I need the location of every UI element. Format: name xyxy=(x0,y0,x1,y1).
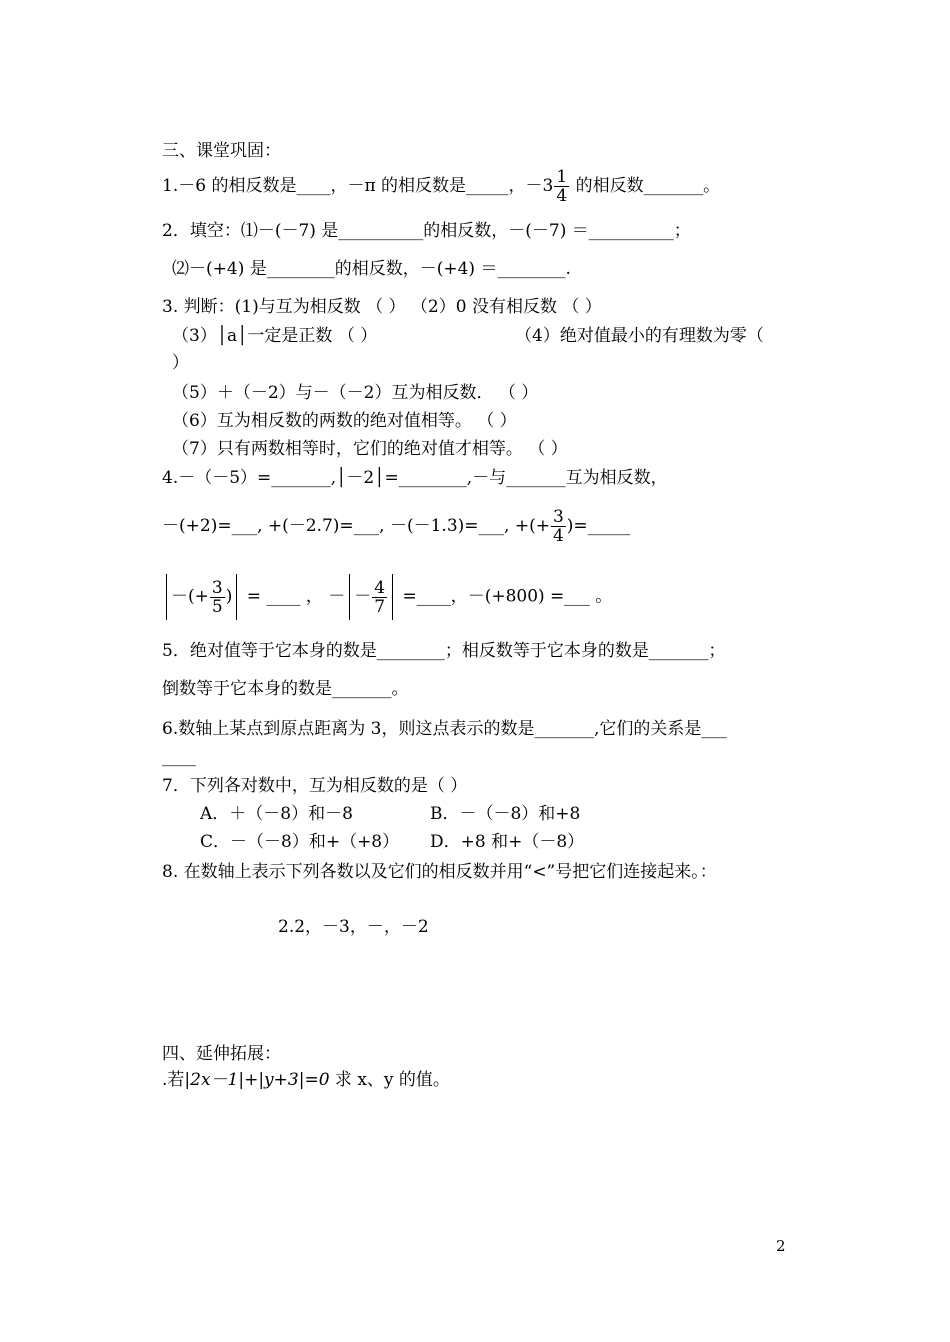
q4-line3-fraction-1-num: 3 xyxy=(211,577,223,598)
question-3-line1: 3. 判断：(1)与互为相反数 （ ） （2）0 没有相反数 （ ） xyxy=(162,297,602,317)
abs-bar-left-2 xyxy=(349,574,350,620)
q4-line3-minus: － xyxy=(354,586,372,607)
q4-line3-fraction-2-num: 4 xyxy=(374,577,386,598)
question-3-line3: ） xyxy=(172,353,189,373)
question-7-option-d: D．+8 和+（－8） xyxy=(430,832,585,852)
q4-line2-text-a: －(+2)=___, +(－2.7)=___, －(－1.3)=___, +(+ xyxy=(162,516,550,536)
question-2-line2: ⑵－(+4) 是________的相反数，－(+4) ＝________. xyxy=(172,259,571,279)
s4-suffix: 求 x、y 的值。 xyxy=(329,1070,450,1090)
q4-line3-fraction-2-den: 7 xyxy=(374,596,386,617)
q4-line3-mid: ) xyxy=(225,586,233,607)
question-4-line2 xyxy=(162,508,630,545)
question-7-stem: 7．下列各对数中，互为相反数的是（ ） xyxy=(162,776,468,796)
q4-line3-prefix: －(+ xyxy=(171,586,209,607)
q4-line2-fraction-num: 3 xyxy=(552,507,564,527)
question-3-line4: （5）＋（－2）与－（－2）互为相反数． （ ） xyxy=(172,383,539,403)
q4-line2-fraction xyxy=(551,508,566,545)
question-2-line1: 2．填空：⑴－(－7) 是__________的相反数，－(－7) ＝__________； xyxy=(162,221,691,241)
q1-text-a: 1.－6 的相反数是____，－π 的相反数是_____，－3 xyxy=(162,176,554,196)
question-7-option-c: C．－（－8）和+（+8） xyxy=(200,832,400,852)
q4-line3-eq2: =____，－(+800) =___ 。 xyxy=(397,586,613,607)
q1-text-b: 的相反数_______。 xyxy=(570,176,721,196)
q1-fraction xyxy=(554,168,569,205)
question-4-line3 xyxy=(162,574,612,620)
question-5-line2: 倒数等于它本身的数是_______。 xyxy=(162,679,409,699)
q4-line3-fraction-1 xyxy=(210,579,225,616)
question-4-line1: 4.－（－5）=_______,│－2│=________,－与_______互为相反数， xyxy=(162,468,668,488)
q4-line2-text-b: )=_____ xyxy=(566,516,631,536)
q1-fraction-num: 1 xyxy=(556,167,568,187)
question-3-line5: （6）互为相反数的两数的绝对值相等。 （ ） xyxy=(172,411,517,431)
abs-bar-left-1 xyxy=(166,574,167,620)
q4-line3-fraction-2 xyxy=(372,579,387,616)
question-8-stem: 8. 在数轴上表示下列各数以及它们的相反数并用“<”号把它们连接起来。： xyxy=(162,862,717,882)
question-3-line2b: （4）绝对值最小的有理数为零（ xyxy=(515,326,764,346)
question-7-option-a: A．＋（－8）和－8 xyxy=(200,804,353,824)
abs-bar-right-2 xyxy=(392,574,393,620)
question-6-line1: 6.数轴上某点到原点距离为 3，则这点表示的数是_______,它们的关系是___ xyxy=(162,719,727,739)
section4-question xyxy=(162,1069,450,1091)
question-1 xyxy=(162,168,720,205)
q1-fraction-den: 4 xyxy=(556,186,568,206)
question-3-line6: （7）只有两数相等时，它们的绝对值才相等。 （ ） xyxy=(172,439,568,459)
q4-line3-fraction-1-den: 5 xyxy=(211,596,223,617)
page-number: 2 xyxy=(776,1237,786,1255)
s4-prefix: .若 xyxy=(162,1070,185,1090)
question-6-line2: ____ xyxy=(162,747,196,767)
section3-heading: 三、课堂巩固： xyxy=(162,141,281,161)
q4-line2-fraction-den: 4 xyxy=(552,526,564,546)
section4-heading: 四、延伸拓展： xyxy=(162,1044,281,1064)
question-7-option-b: B．－（－8）和+8 xyxy=(430,804,581,824)
q4-line3-eq1: = ____ ， － xyxy=(241,586,346,607)
s4-equation: |2x－1|+|y+3|=0 xyxy=(184,1070,330,1090)
question-5-line1: 5．绝对值等于它本身的数是________；相反数等于它本身的数是_______； xyxy=(162,641,726,661)
question-3-line2a: （3）│a│一定是正数 （ ） xyxy=(172,326,378,346)
abs-bar-right-1 xyxy=(236,574,237,620)
question-8-numbers: 2.2，－3，－，－2 xyxy=(278,917,429,937)
